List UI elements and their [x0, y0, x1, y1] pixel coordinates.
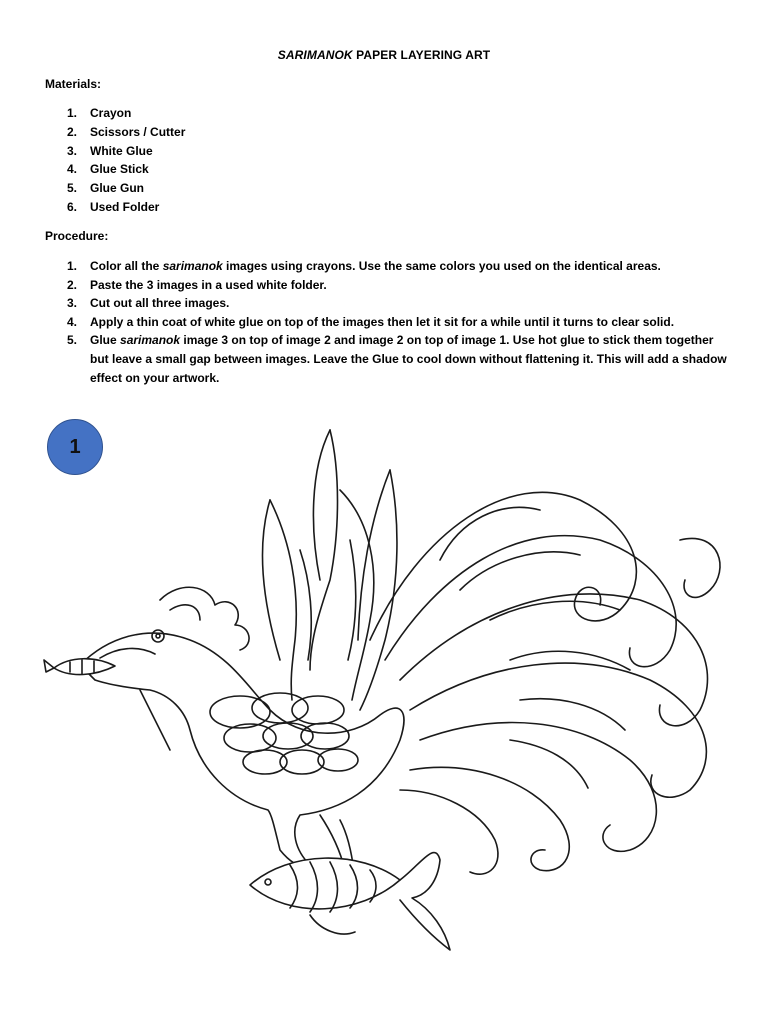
badge-number: 1 [69, 435, 81, 458]
bird-body [80, 587, 404, 866]
procedure-heading: Procedure: [45, 229, 109, 243]
materials-list [45, 104, 185, 217]
title-italic: SARIMANOK [277, 48, 353, 62]
list-item: 5. Glue sarimanok image 3 on top of image 2 and image 2 on top of image 1. Use hot glue to stick them together but leave a small gap between images. Leave the Glue to cool down without flattening it. This will add a shadow effect on your artwork. [67, 333, 727, 385]
sarimanok-illustration [40, 410, 740, 970]
materials-heading: Materials: [45, 77, 102, 91]
list-item: 3. Cut out all three images. [67, 296, 230, 311]
list-item: 2. Scissors / Cutter [67, 124, 186, 139]
list-item: 4. Glue Stick [67, 162, 149, 177]
title-rest: PAPER LAYERING ART [352, 48, 491, 62]
tail-plumes [370, 492, 720, 874]
list-item: 6. Used Folder [67, 199, 160, 214]
page-title [0, 48, 768, 62]
list-item: 3. White Glue [67, 143, 153, 158]
wing-feathers [263, 430, 397, 710]
list-item: 1. Crayon [67, 106, 132, 120]
bottom-fish [250, 853, 450, 950]
list-item: 2. Paste the 3 images in a used white folder. [67, 277, 327, 292]
list-item: 1. Color all the sarimanok images using crayons. Use the same colors you used on the identical areas. [67, 259, 661, 273]
list-item: 5. Glue Gun [67, 181, 144, 196]
procedure-list [45, 257, 735, 387]
list-item: 4. Apply a thin coat of white glue on top of the images then let it sit for a while until it turns to clear solid. [67, 314, 675, 329]
